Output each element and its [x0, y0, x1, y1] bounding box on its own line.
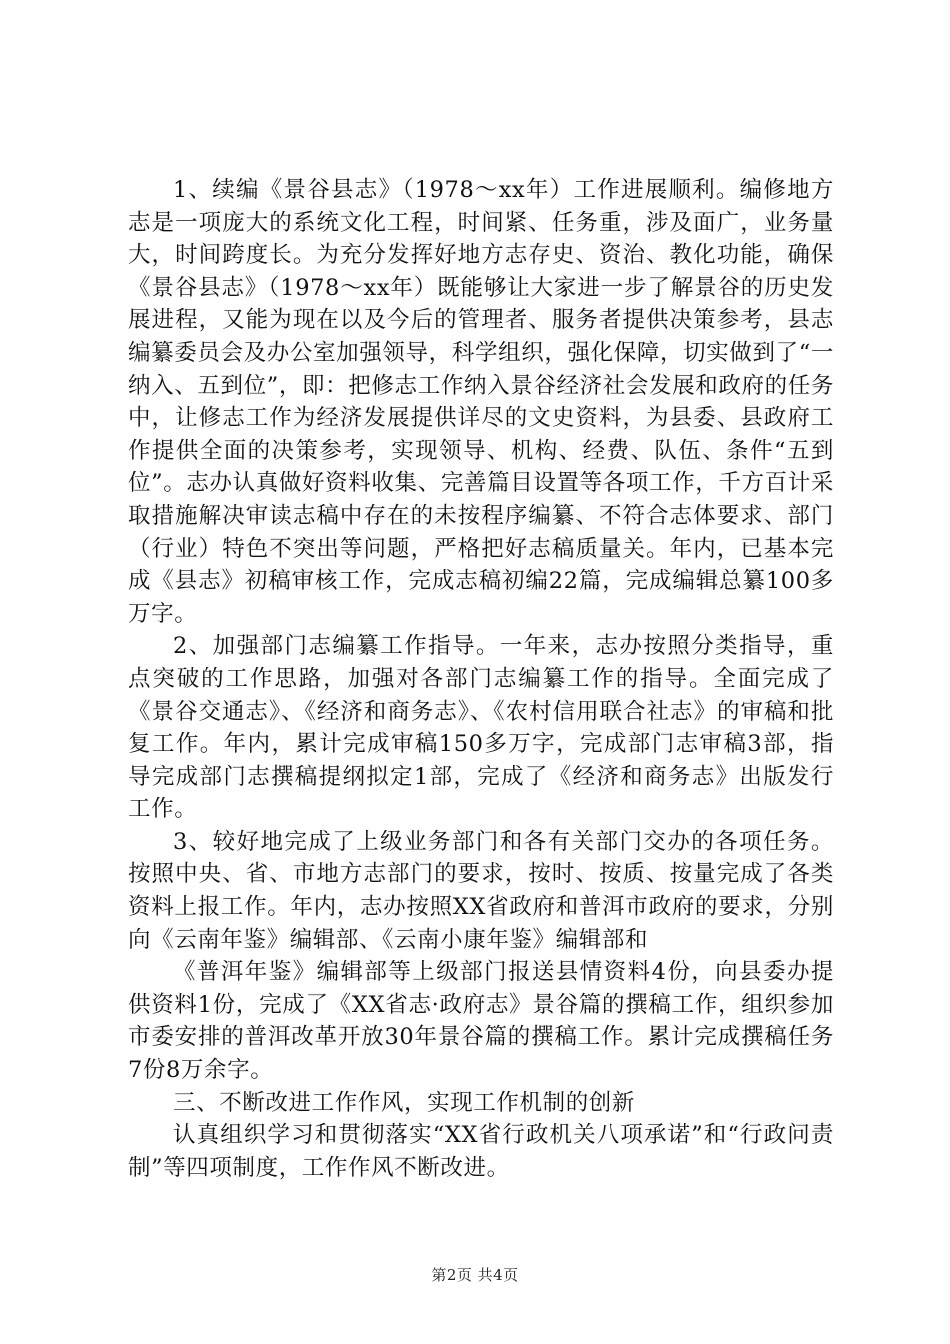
paragraph-yearbook-submission: 《普洱年鉴》编辑部等上级部门报送县情资料4份，向县委办提供资料1份，完成了《XX省志·政府志》景谷篇的撰稿工作，组织参加市委安排的普洱改革开放30年景谷篇的撰稿工作。累计完成撰稿任务7份8万余字。	[128, 959, 834, 1084]
paragraph-department-annals: 2、加强部门志编纂工作指导。一年来，志办按照分类指导，重点突破的工作思路，加强对各部门志编纂工作的指导。全面完成了《景谷交通志》、《经济和商务志》、《农村信用联合社志》的审稿和批复工作。年内，累计完成审稿150多万字，完成部门志审稿3部，指导完成部门志撰稿提纲拟定1部，完成了《经济和商务志》出版发行工作。	[128, 633, 834, 823]
paragraph-assigned-tasks: 3、较好地完成了上级业务部门和各有关部门交办的各项任务。按照中央、省、市地方志部门的要求，按时、按质、按量完成了各类资料上报工作。年内，志办按照XX省政府和普洱市政府的要求，分别向《云南年鉴》编辑部、《云南小康年鉴》编辑部和	[128, 828, 834, 953]
section-heading-work-style: 三、不断改进工作作风，实现工作机制的创新	[173, 1089, 636, 1116]
paragraph-work-style: 认真组织学习和贯彻落实“XX省行政机关八项承诺”和“行政问责制”等四项制度，工作作风不断改进。	[128, 1122, 834, 1181]
page-number-footer: 第2页 共4页	[431, 1266, 519, 1284]
paragraph-county-annals: 1、续编《景谷县志》（1978～xx年）工作进展顺利。编修地方志是一项庞大的系统文化工程，时间紧、任务重，涉及面广，业务量大，时间跨度长。为充分发挥好地方志存史、资治、教化功能，确保《景谷县志》（1978～xx年）既能够让大家进一步了解景谷的历史发展进程，又能为现在以及今后的管理者、服务者提供决策参考，县志编纂委员会及办公室加强领导，科学组织，强化保障，切实做到了“一纳入、五到位”，即：把修志工作纳入景谷经济社会发展和政府的任务中，让修志工作为经济发展提供详尽的文史资料，为县委、县政府工作提供全面的决策参考，实现领导、机构、经费、队伍、条件“五到位”。志办认真做好资料收集、完善篇目设置等各项工作，千方百计采取措施解决审读志稿中存在的未按程序编纂、不符合志体要求、部门（行业）特色不突出等问题，严格把好志稿质量关。年内，已基本完成《县志》初稿审核工作，完成志稿初编22篇，完成编辑总纂100多万字。	[128, 177, 834, 627]
document-body	[128, 174, 834, 1184]
